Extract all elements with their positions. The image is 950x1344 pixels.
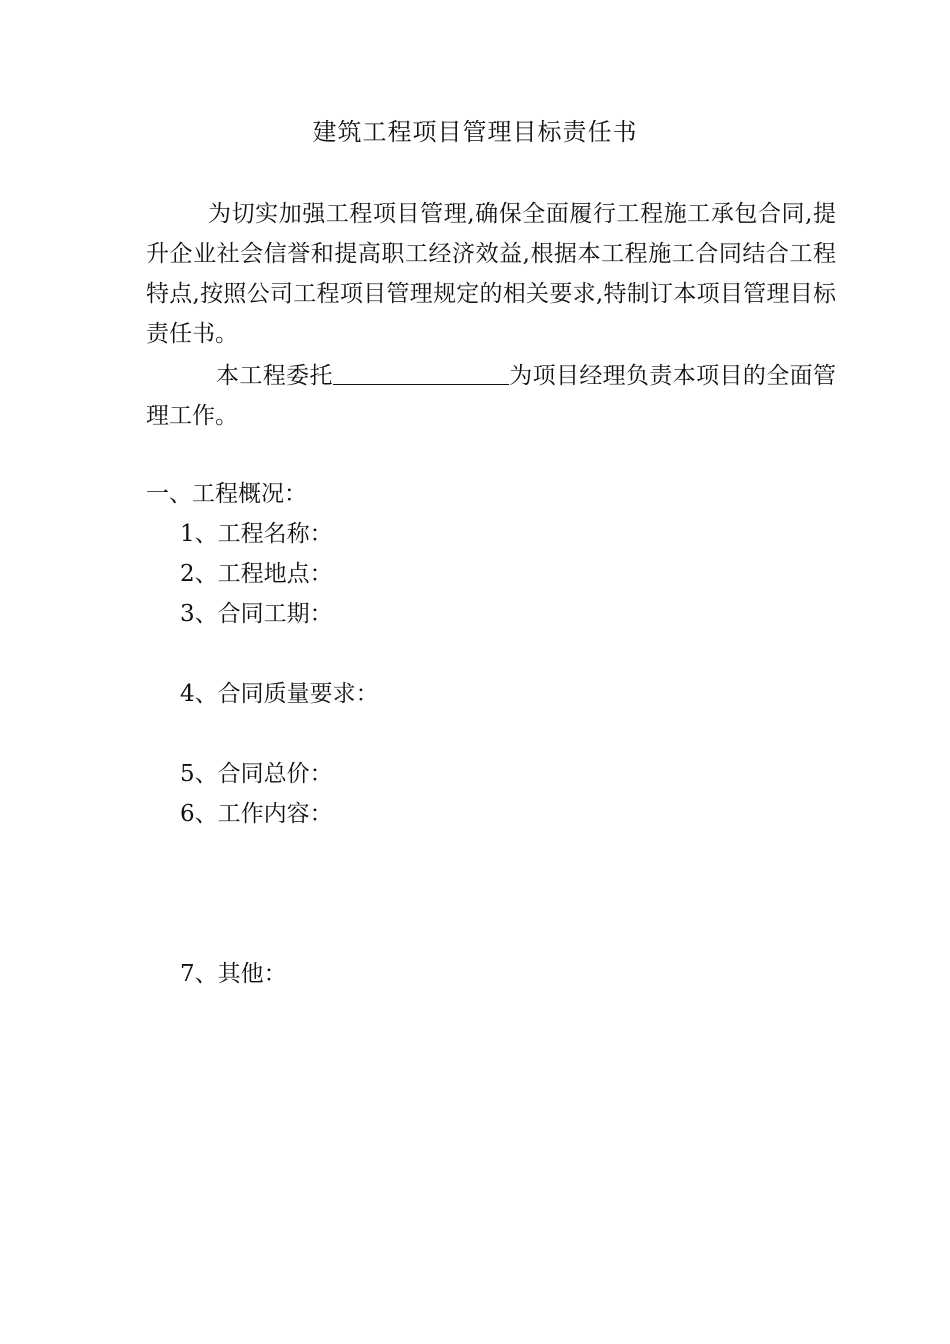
section-heading-project-overview: 一、工程概况： [146,481,307,507]
appointment-text-after: 为项目经理负责本项目的全面管理工作。 [146,363,837,429]
project-manager-name-blank [333,358,509,385]
appointment-paragraph [146,356,836,436]
item-contract-total-price: 5、合同总价： [180,761,333,787]
item-project-name: 1、工程名称： [180,521,333,547]
item-other: 7、其他： [180,961,287,987]
item-project-location: 2、工程地点： [180,561,333,587]
appointment-text-before: 本工程委托 [216,363,333,389]
item-contract-duration: 3、合同工期： [180,601,333,627]
item-contract-quality-requirement: 4、合同质量要求： [180,681,379,707]
item-work-content: 6、工作内容： [180,801,333,827]
intro-paragraph: 为切实加强工程项目管理,确保全面履行工程施工承包合同,提升企业社会信誉和提高职工经济效益,根据本工程施工合同结合工程特点,按照公司工程项目管理规定的相关要求,特制订本项目管理目标责任书。 [146,201,836,347]
document-title: 建筑工程项目管理目标责任书 [312,118,638,146]
